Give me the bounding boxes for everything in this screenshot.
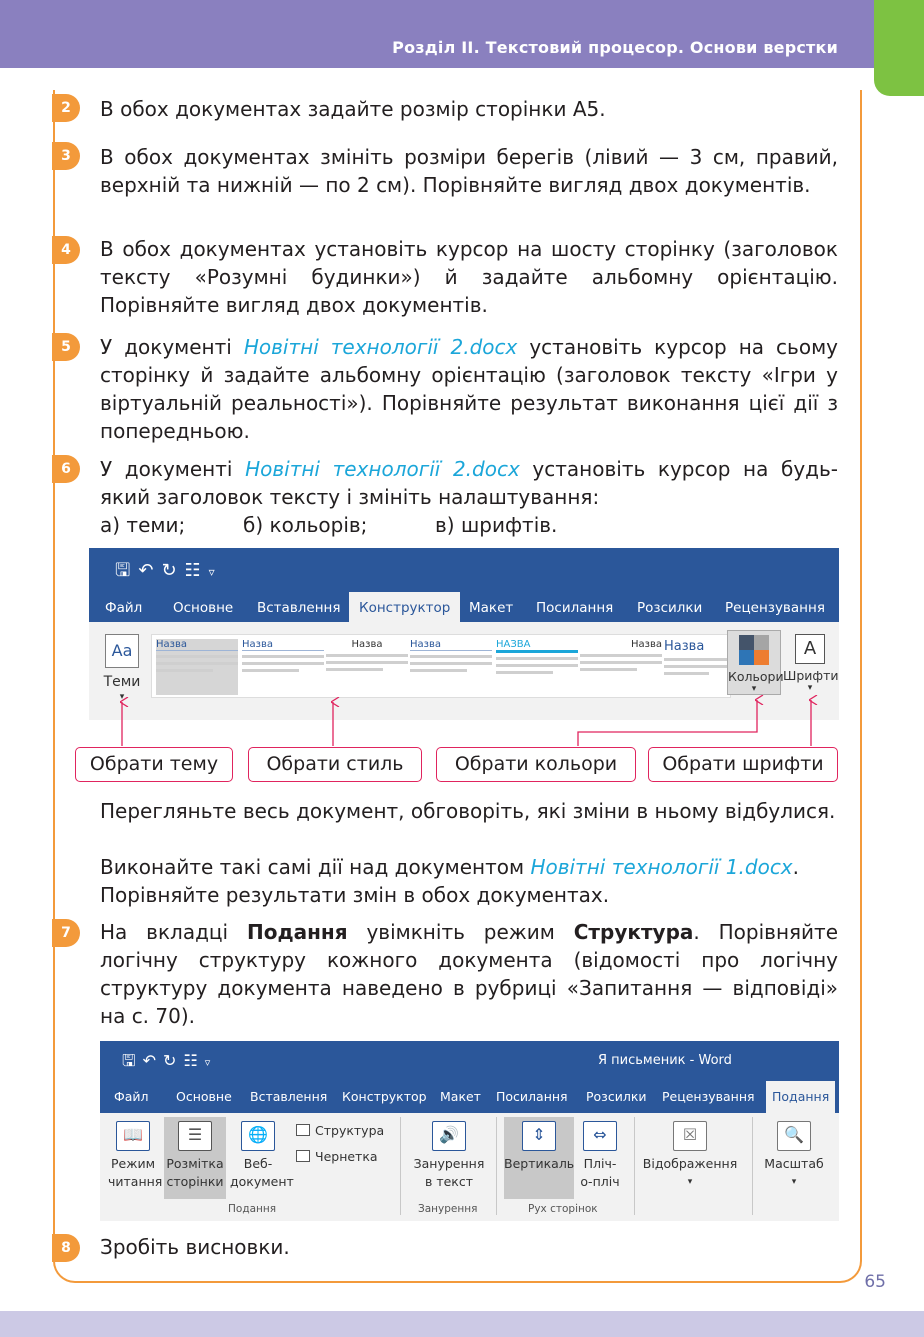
style-thumbnail-title: Назва — [156, 639, 238, 651]
group-label-immersive: Занурення — [418, 1203, 478, 1215]
document-link[interactable]: Новітні технології 1.docx — [530, 855, 793, 879]
dropdown-arrow-icon: ▾ — [687, 1177, 693, 1187]
undo-icon[interactable]: ↶ — [138, 560, 162, 581]
quick-access-toolbar[interactable] — [122, 1050, 217, 1077]
tab-file[interactable]: Файл — [105, 600, 143, 616]
ribbon-titlebar — [100, 1041, 839, 1113]
style-thumbnail-title: НАЗВА — [496, 639, 578, 653]
button-label: Відображення — [642, 1156, 738, 1171]
repeat-text — [100, 853, 838, 881]
themes-button[interactable] — [97, 634, 147, 702]
text-run: У документі — [100, 457, 246, 481]
step-number-badge: 7 — [52, 919, 80, 947]
web-layout-button[interactable] — [230, 1121, 294, 1191]
style-thumbnail[interactable] — [326, 639, 408, 695]
themes-label: Теми — [103, 674, 141, 690]
tab-file[interactable]: Файл — [114, 1089, 149, 1104]
book-icon: 📖 — [116, 1121, 150, 1151]
tab-review[interactable]: Рецензування — [662, 1089, 755, 1104]
style-thumbnail-title: Назва — [664, 639, 705, 654]
group-label-views: Подання — [228, 1203, 277, 1215]
button-label: Занурення — [413, 1156, 485, 1171]
text-run: Виконайте такі самі дії над документом — [100, 855, 531, 879]
dropdown-arrow-icon: ▾ — [751, 684, 757, 694]
zoom-button[interactable] — [760, 1121, 828, 1191]
style-set-gallery[interactable] — [151, 634, 731, 698]
bold-term-outline: Структура — [573, 920, 694, 944]
step-number-badge: 6 — [52, 455, 80, 483]
button-label: документ — [230, 1174, 294, 1189]
side-by-side-icon: ⇔ — [583, 1121, 617, 1151]
bold-term-view: Подання — [246, 920, 348, 944]
button-label: Структура — [315, 1123, 385, 1138]
button-label: в текст — [424, 1174, 474, 1189]
callout-select-style: Обрати стиль — [248, 747, 422, 782]
step-text: В обох документах змініть розміри берегів (лівий — 3 см, правий, верхній та нижній — по 2 см). Порівняйте вигляд двох документів. — [100, 145, 838, 197]
themes-icon: Aa — [105, 634, 139, 668]
text-run: увімкніть режим — [347, 920, 574, 944]
fonts-button[interactable] — [783, 630, 837, 693]
tab-design[interactable]: Конструктор — [349, 592, 460, 624]
tab-mailings[interactable]: Розсилки — [586, 1089, 647, 1104]
text-run: . Порівняйте логічну структуру кожного документа (відомості про логічну структуру документа наведено в рубриці «Запитання — відповіді» на с. 70). — [100, 920, 839, 1028]
immersive-reader-button[interactable] — [408, 1121, 490, 1191]
draft-button[interactable] — [296, 1149, 378, 1164]
tab-insert[interactable]: Вставлення — [250, 1089, 328, 1104]
button-label: Вертикаль — [504, 1156, 575, 1171]
side-by-side-button[interactable] — [578, 1121, 622, 1191]
redo-icon[interactable]: ↻ — [161, 560, 185, 581]
text-run: У документі — [100, 335, 244, 359]
option-fonts: в) шрифтів. — [435, 513, 558, 537]
group-divider — [496, 1117, 497, 1215]
read-mode-button[interactable] — [108, 1121, 163, 1191]
vertical-button[interactable] — [504, 1117, 574, 1199]
tab-home[interactable]: Основне — [176, 1089, 232, 1104]
outline-icon — [296, 1124, 310, 1136]
tab-view[interactable]: Подання — [766, 1081, 835, 1113]
customize-qat-icon[interactable]: ▿ — [204, 1056, 218, 1069]
step-text — [100, 333, 838, 445]
step-text: Зробіть висновки. — [100, 1235, 290, 1259]
button-label: Пліч- — [583, 1156, 617, 1171]
draft-icon — [296, 1150, 310, 1162]
globe-page-icon: 🌐 — [241, 1121, 275, 1151]
text-run: установіть курсор на будь-який заголовок тексту і змініть налаштування: — [100, 457, 838, 509]
footer-bar — [0, 1311, 924, 1337]
compare-text: Порівняйте результати змін в обох документах. — [100, 883, 610, 907]
show-icon: ☒ — [673, 1121, 707, 1151]
word-ribbon-view — [100, 1041, 839, 1221]
step-text — [100, 918, 838, 1030]
vertical-scroll-icon: ⇕ — [522, 1121, 556, 1151]
quick-access-toolbar[interactable] — [115, 558, 223, 588]
style-thumbnail-title: Назва — [242, 639, 324, 651]
print-layout-button[interactable] — [164, 1117, 226, 1199]
button-label: о-пліч — [580, 1174, 620, 1189]
review-text: Перегляньте весь документ, обговоріть, які зміни в ньому відбулися. — [100, 799, 836, 823]
option-themes: а) теми; — [100, 513, 186, 537]
step-number-badge: 5 — [52, 333, 80, 361]
button-label: читання — [108, 1174, 163, 1189]
ribbon-tabs — [89, 598, 839, 624]
save-icon[interactable]: 🖫 — [122, 1051, 143, 1070]
callout-select-theme: Обрати тему — [75, 747, 233, 782]
page-number: 65 — [864, 1272, 886, 1292]
outline-button[interactable] — [296, 1123, 384, 1138]
redo-icon[interactable]: ↻ — [163, 1051, 184, 1070]
style-thumbnail-title: Назва — [410, 639, 492, 651]
colors-label: Кольори — [728, 669, 784, 684]
text-run: установіть курсор на сьому сторінку й задайте альбомну орієнтацію (заголовок тексту «Ігри у віртуальній реальності»). Порівняйте результат виконання цієї дії з попередньою. — [100, 335, 838, 443]
dropdown-arrow-icon: ▾ — [791, 1177, 797, 1187]
group-label-page-movement: Рух сторінок — [528, 1203, 598, 1215]
document-link[interactable]: Новітні технології 2.docx — [245, 457, 520, 481]
tab-layout[interactable]: Макет — [440, 1089, 481, 1104]
header-bar — [0, 0, 924, 68]
page-icon: ☰ — [178, 1121, 212, 1151]
button-label: Чернетка — [315, 1149, 378, 1164]
button-label: Розмітка — [166, 1156, 224, 1171]
fonts-label: Шрифти — [783, 668, 839, 683]
font-icon: A — [795, 634, 825, 664]
save-icon[interactable]: 🖫 — [115, 560, 139, 581]
style-thumbnail[interactable] — [580, 639, 662, 695]
chapter-title: Розділ ІІ. Текстовий процесор. Основи верстки — [392, 38, 838, 57]
tab-references[interactable]: Посилання — [496, 1089, 568, 1104]
tab-review[interactable]: Рецензування — [725, 600, 825, 616]
ribbon-body — [89, 622, 839, 720]
customize-qat-icon[interactable]: ▿ — [208, 565, 223, 579]
dropdown-arrow-icon: ▾ — [119, 692, 125, 702]
tab-insert[interactable]: Вставлення — [257, 600, 341, 616]
button-label: сторінки — [166, 1174, 224, 1189]
tab-references[interactable]: Посилання — [536, 600, 614, 616]
tab-layout[interactable]: Макет — [469, 600, 514, 616]
style-thumbnail-title: Назва — [351, 639, 383, 650]
touch-mode-icon[interactable]: ☷ — [184, 560, 209, 581]
step-text: В обох документах установіть курсор на шосту сторінку (заголовок тексту «Розумні будинки») й задайте альбомну орієнтацію. Порівняйте вигляд двох документів. — [100, 237, 838, 317]
button-label: Веб- — [243, 1156, 273, 1171]
style-thumbnail[interactable] — [242, 639, 324, 695]
tab-mailings[interactable]: Розсилки — [637, 600, 703, 616]
group-divider — [634, 1117, 635, 1215]
text-run: На вкладці — [100, 920, 247, 944]
callout-select-fonts: Обрати шрифти — [648, 747, 838, 782]
tab-design[interactable]: Конструктор — [342, 1089, 427, 1104]
step-number-badge: 2 — [52, 94, 80, 122]
group-divider — [400, 1117, 401, 1215]
tab-home[interactable]: Основне — [173, 600, 234, 616]
style-thumbnail[interactable] — [410, 639, 492, 695]
speaker-book-icon: 🔊 — [432, 1121, 466, 1151]
colors-button[interactable] — [727, 630, 784, 695]
magnifier-icon: 🔍 — [777, 1121, 811, 1151]
group-divider — [752, 1117, 753, 1215]
step-number-badge: 4 — [52, 236, 80, 264]
style-thumbnail-title: Назва — [631, 639, 662, 650]
step-number-badge: 3 — [52, 142, 80, 170]
window-title: Я письменик - Word — [598, 1053, 732, 1068]
ribbon-titlebar — [89, 548, 839, 622]
document-link[interactable]: Новітні технології 2.docx — [243, 335, 518, 359]
word-ribbon-design — [89, 548, 839, 720]
style-thumbnail[interactable] — [156, 639, 238, 695]
text-run: . — [792, 855, 800, 879]
step-number-badge: 8 — [52, 1234, 80, 1262]
touch-mode-icon[interactable]: ☷ — [183, 1051, 205, 1070]
undo-icon[interactable]: ↶ — [142, 1051, 164, 1070]
step-text — [100, 455, 838, 511]
style-thumbnail[interactable] — [496, 639, 578, 695]
color-palette-icon — [739, 635, 769, 665]
dropdown-arrow-icon: ▾ — [807, 683, 813, 693]
section-tab — [874, 0, 924, 96]
option-colors: б) кольорів; — [243, 513, 368, 537]
style-thumbnail[interactable] — [664, 639, 728, 695]
show-button[interactable] — [640, 1121, 740, 1191]
callout-select-colors: Обрати кольори — [436, 747, 636, 782]
button-label: Масштаб — [764, 1156, 824, 1171]
button-label: Режим — [110, 1156, 156, 1171]
step-text: В обох документах задайте розмір сторінки А5. — [100, 97, 606, 121]
